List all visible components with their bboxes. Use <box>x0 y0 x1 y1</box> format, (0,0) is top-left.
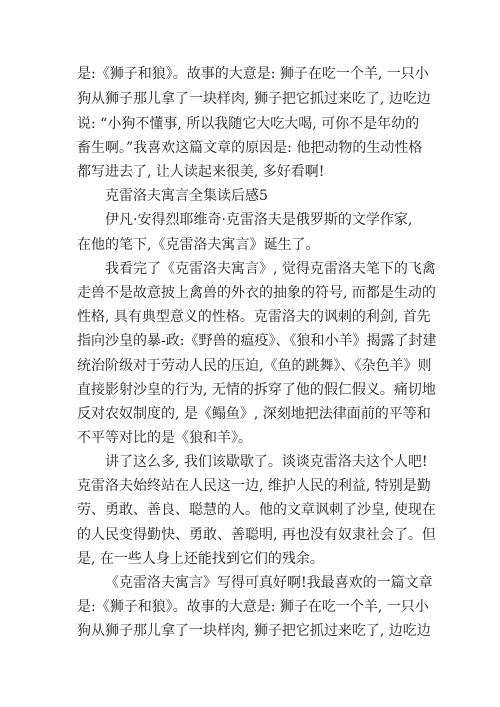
text-line: 说: “小狗不懂事, 所以我随它大吃大喝, 可你不是年幼的 <box>77 116 420 132</box>
text-line: 克雷洛夫始终站在人民这一边, 维护人民的利益, 特别是勤 <box>77 478 431 494</box>
text-line: 是:《狮子和狼》。故事的大意是: 狮子在吃一个羊, 一只小 <box>77 599 429 615</box>
text-line: 是:《狮子和狼》。故事的大意是: 狮子在吃一个羊, 一只小 <box>77 66 429 82</box>
paragraph-first-line: 伊凡·安得烈耶维奇·克雷洛夫是俄罗斯的文学作家, <box>105 212 413 228</box>
text-line: 直接影射沙皇的行为, 无情的拆穿了他的假仁假义。痛切地 <box>77 382 436 398</box>
text-line: 指向沙皇的暴-政:《野兽的瘟疫》、《狼和小羊》揭露了封建 <box>77 333 437 349</box>
text-line: 性格, 具有典型意义的性格。克雷洛夫的讽刺的利剑, 首先 <box>77 309 431 325</box>
text-line: 都写进去了, 让人读起来很美, 多好看啊! <box>77 164 325 180</box>
text-line: 的人民变得勤快、勇敢、善聪明, 再也没有奴隶社会了。但 <box>77 527 436 543</box>
text-line: 是, 在一些人身上还能找到它们的残余。 <box>77 551 324 567</box>
text-line: 统治阶级对于劳动人民的压迫,《鱼的跳舞》、《杂色羊》则 <box>77 358 432 374</box>
text-line: 反对农奴制度的, 是《鳎鱼》, 深刻地把法律面前的平等和 <box>77 406 431 422</box>
text-line: 劳、勇敢、善良、聪慧的人。他的文章讽刺了沙皇, 使现在 <box>77 502 436 518</box>
text-line: 走兽不是故意披上禽兽的外衣的抽象的符号, 而都是生动的 <box>77 285 436 301</box>
text-line: 狗从狮子那儿拿了一块样肉, 狮子把它抓过来吃了, 边吃边 <box>77 91 431 107</box>
text-line: 不平等对比的是《狼和羊》。 <box>77 430 252 446</box>
section-heading: 克雷洛夫寓言全集读后感5 <box>105 188 268 204</box>
text-line: 狗从狮子那儿拿了一块样肉, 狮子把它抓过来吃了, 边吃边 <box>77 623 431 639</box>
paragraph-first-line: 我看完了《克雷洛夫寓言》, 觉得克雷洛夫笔下的飞禽 <box>105 261 436 277</box>
text-line: 畜生啊。”我喜欢这篇文章的原因是: 他把动物的生动性格 <box>77 140 423 156</box>
paragraph-first-line: 讲了这么多, 我们该歇歇了。谈谈克雷洛夫这个人吧! <box>105 454 428 470</box>
text-line: 在他的笔下,《克雷洛夫寓言》诞生了。 <box>77 237 320 253</box>
paragraph-first-line: 《克雷洛夫寓言》写得可真好啊!我最喜欢的一篇文章 <box>105 575 433 591</box>
